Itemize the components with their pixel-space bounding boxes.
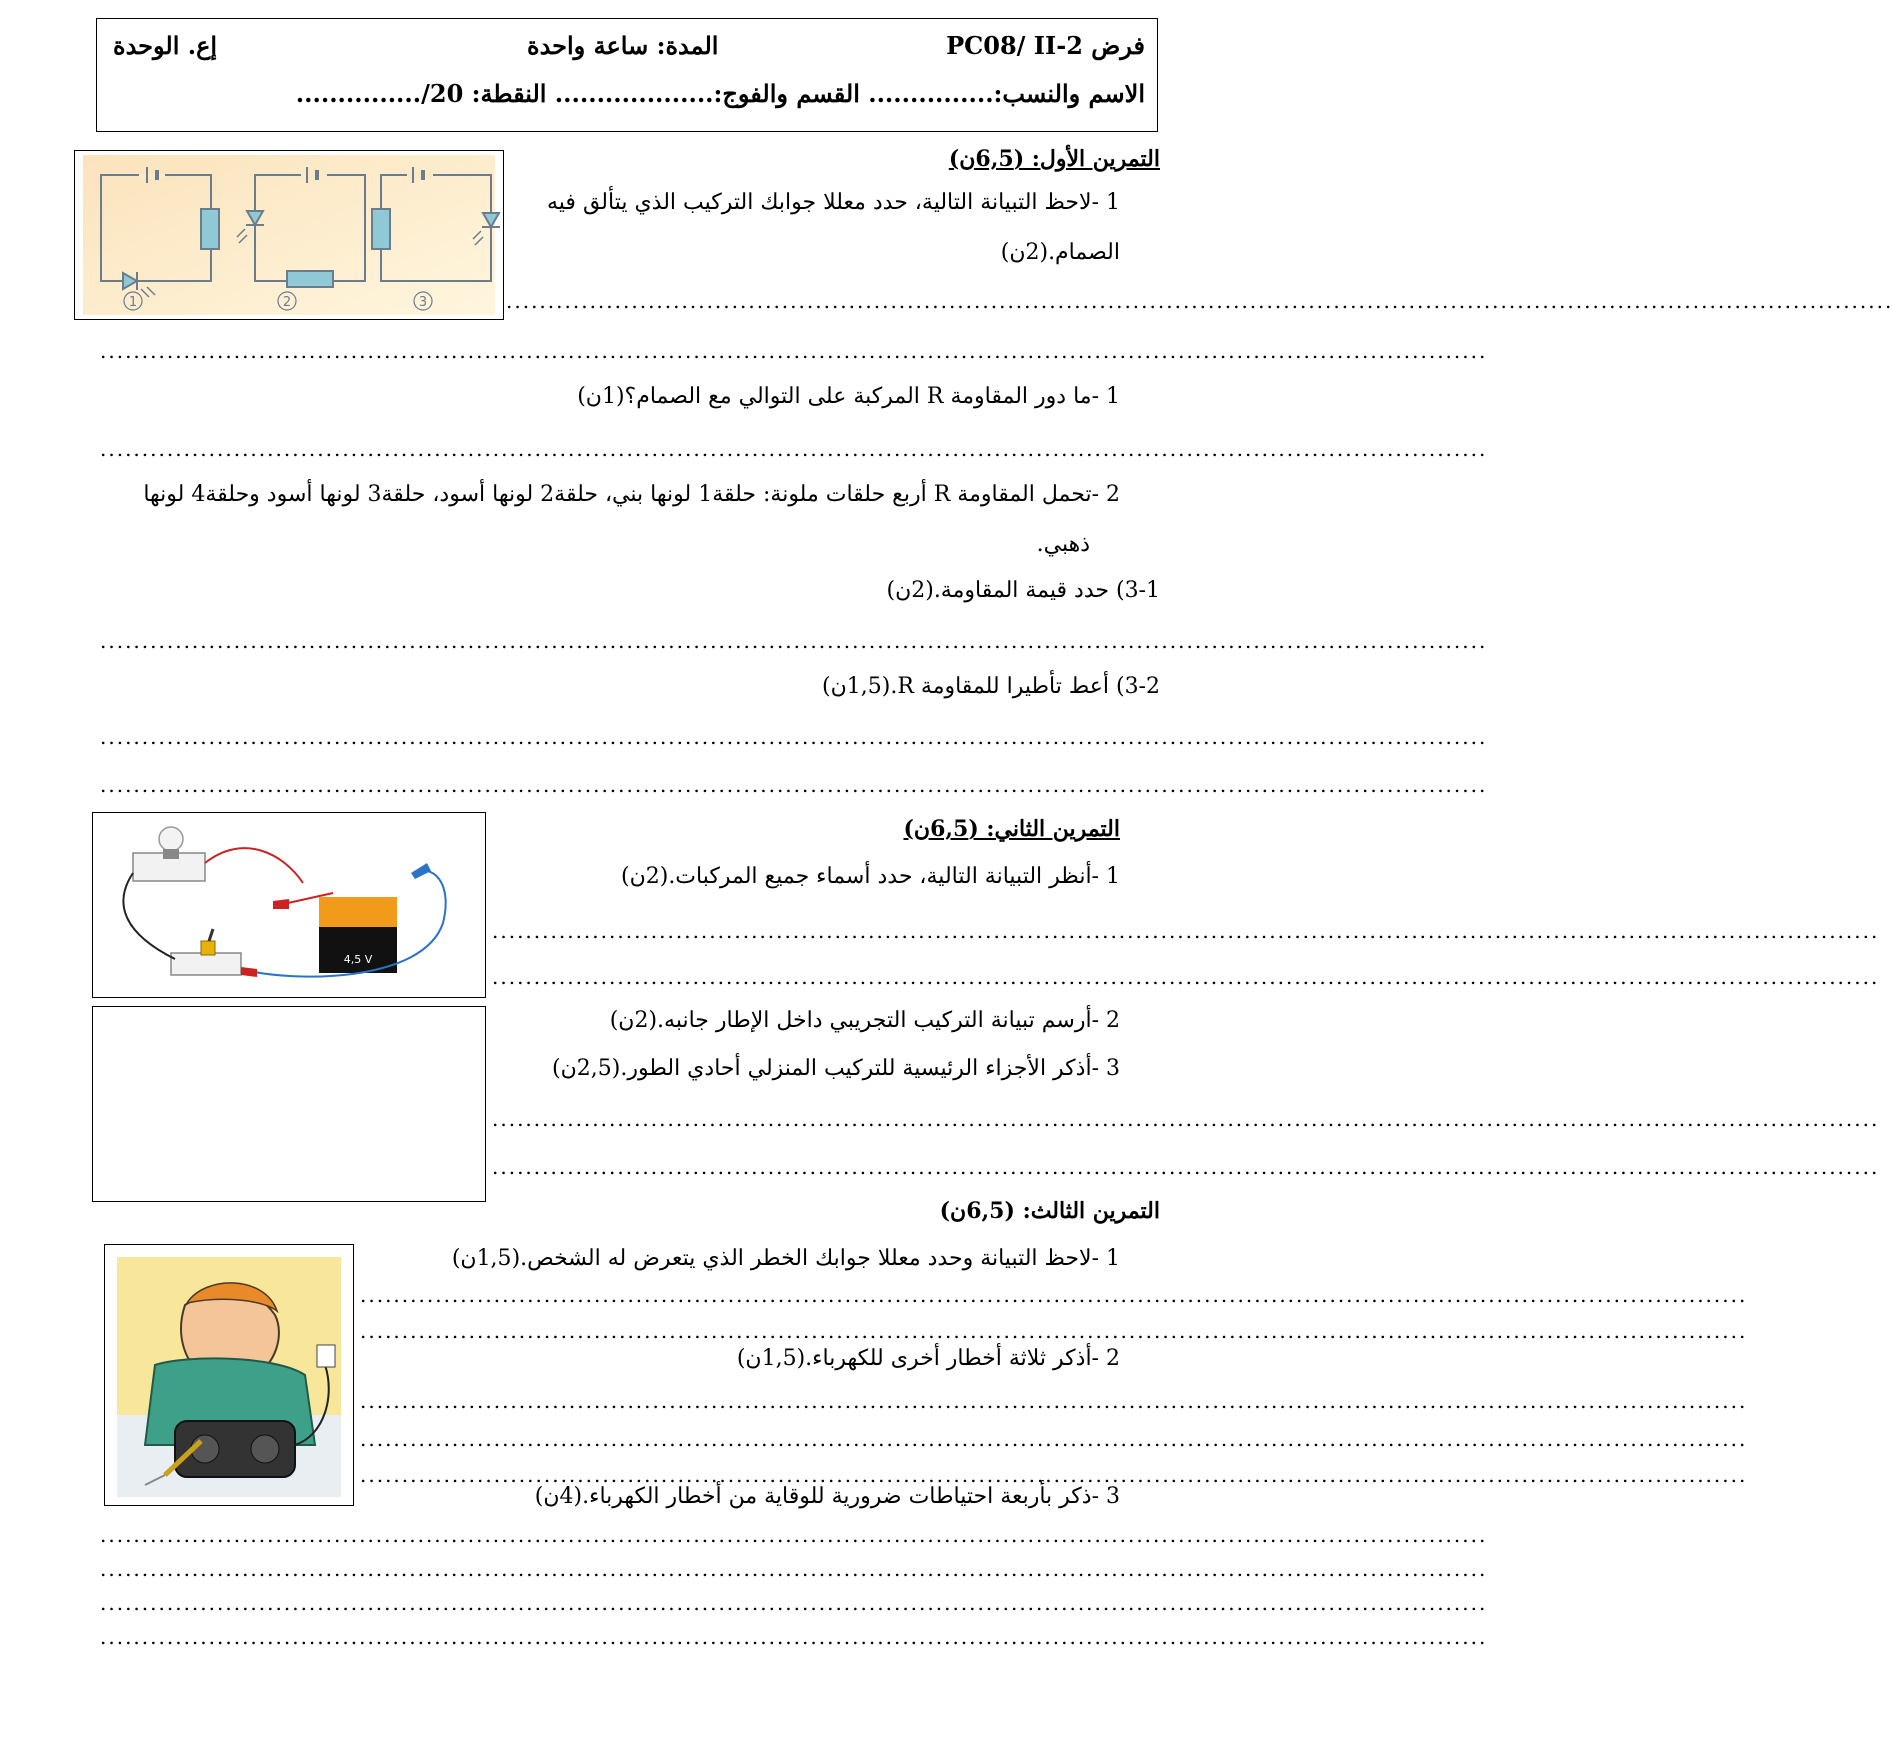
answer-line[interactable]: ......................................................................................................................................................................	[360, 1319, 1748, 1343]
ex3-q2: 2 -أذكر ثلاثة أخطار أخرى للكهرباء.(1,5ن)	[736, 1346, 1120, 1371]
answer-line[interactable]: ......................................................................................................................................................................	[100, 1591, 1488, 1615]
unit-label: إع. الوحدة	[113, 31, 218, 60]
answer-line[interactable]: ......................................................................................................................................................................	[506, 289, 1893, 313]
answer-line[interactable]: ......................................................................................................................................................................	[100, 773, 1488, 797]
ex3-q3: 3 -ذكر بأربعة احتياطات ضرورية للوقاية من أخطار الكهرباء.(4ن)	[534, 1484, 1120, 1509]
ex2-circuit-photo	[92, 812, 486, 998]
circuit-label-1: 1	[128, 295, 138, 310]
ex1-q2: 1 -ما دور المقاومة R المركبة على التوالي مع الصمام؟(1ن)	[577, 384, 1120, 409]
answer-line[interactable]: ......................................................................................................................................................................	[492, 1107, 1880, 1131]
answer-line[interactable]: ......................................................................................................................................................................	[100, 629, 1488, 653]
ex1-q1-line1: 1 -لاحظ التبيانة التالية، حدد معللا جوابك التركيب الذي يتألق فيه	[547, 190, 1120, 215]
ex1-q1-line2: الصمام.(2ن)	[1000, 240, 1120, 265]
ex2-drawing-frame[interactable]	[92, 1006, 486, 1202]
answer-line[interactable]: ......................................................................................................................................................................	[100, 1625, 1488, 1649]
answer-line[interactable]: ......................................................................................................................................................................	[360, 1283, 1748, 1307]
exam-id: فرض PC08/ II-2	[946, 31, 1145, 60]
ex1-title: التمرين الأول: (6,5ن)	[948, 146, 1160, 172]
answer-line[interactable]: ......................................................................................................................................................................	[492, 1155, 1880, 1179]
answer-line[interactable]: ......................................................................................................................................................................	[100, 725, 1488, 749]
ex2-q2: 2 -أرسم تبيانة التركيب التجريبي داخل الإطار جانبه.(2ن)	[609, 1008, 1120, 1033]
ex2-q1: 1 -أنظر التبيانة التالية، حدد أسماء جميع المركبات.(2ن)	[620, 864, 1120, 889]
ex1-q3-line1: 2 -تحمل المقاومة R أربع حلقات ملونة: حلقة1 لونها بني، حلقة2 لونها أسود، حلقة3 لونها أسود وحلقة4 لونها	[143, 482, 1120, 507]
answer-line[interactable]: ......................................................................................................................................................................	[100, 1523, 1488, 1547]
ex2-title: التمرين الثاني: (6,5ن)	[903, 816, 1120, 842]
answer-line[interactable]: ......................................................................................................................................................................	[100, 1557, 1488, 1581]
ex3-danger-illustration	[104, 1244, 354, 1506]
answer-line[interactable]: ......................................................................................................................................................................	[492, 919, 1880, 943]
ex3-title: التمرين الثالث: (6,5ن)	[939, 1198, 1160, 1224]
answer-line[interactable]: ......................................................................................................................................................................	[360, 1463, 1748, 1487]
ex1-circuits-figure	[74, 150, 504, 320]
battery-voltage: 4,5 V	[343, 953, 373, 966]
circuit-label-3: 3	[418, 295, 428, 310]
exam-duration: المدة: ساعة واحدة	[527, 31, 719, 60]
ex1-q3-2: 3-2) أعط تأطيرا للمقاومة R.(1,5ن)	[822, 674, 1160, 699]
answer-line[interactable]: ......................................................................................................................................................................	[360, 1389, 1748, 1413]
ex2-q3: 3 -أذكر الأجزاء الرئيسية للتركيب المنزلي أحادي الطور.(2,5ن)	[552, 1056, 1120, 1081]
answer-line[interactable]: ......................................................................................................................................................................	[492, 965, 1880, 989]
header-box	[96, 18, 1158, 132]
answer-line[interactable]: ......................................................................................................................................................................	[360, 1427, 1748, 1451]
ex1-q3-line2: ذهبي.	[1036, 532, 1090, 557]
ex1-q3-1: 3-1) حدد قيمة المقاومة.(2ن)	[886, 578, 1160, 603]
answer-line[interactable]: ......................................................................................................................................................................	[100, 437, 1488, 461]
answer-line[interactable]: ......................................................................................................................................................................	[100, 339, 1488, 363]
circuit-label-2: 2	[282, 295, 292, 310]
student-info-line: الاسم والنسب:............... القسم والفوج:................... النقطة: 20/...............	[295, 79, 1145, 108]
ex3-q1: 1 -لاحظ التبيانة وحدد معللا جوابك الخطر الذي يتعرض له الشخص.(1,5ن)	[451, 1246, 1120, 1271]
